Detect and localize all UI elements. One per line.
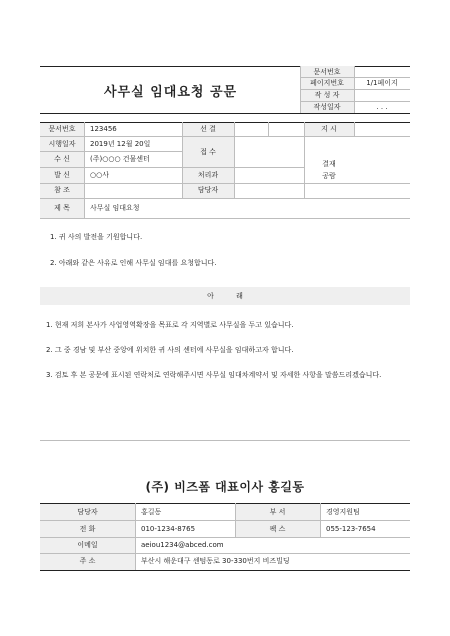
instruct-label: 지 시 (321, 125, 337, 133)
receipt-label: 접 수 (200, 148, 216, 156)
contact-bottom-rule (40, 570, 410, 571)
contact-email-label: 이메일 (77, 541, 98, 549)
ref-label: 참 조 (54, 186, 70, 194)
date-value: 2019년 12월 20일 (90, 140, 151, 148)
header-bottom-rule (40, 113, 410, 114)
contact-manager-label: 담당자 (77, 508, 98, 516)
from-label: 발 신 (54, 171, 70, 179)
section-rule (40, 440, 410, 441)
doc-no-value: 123456 (90, 125, 117, 133)
contact-manager-value: 홍길동 (141, 508, 162, 516)
meta-label-date: 작성일자 (313, 103, 341, 111)
notice-item-3: 3. 검토 후 본 공문에 표시된 연락처로 연락해주시면 사무실 임대차계약서 및 자세한 사항을 말씀드리겠습니다. (46, 371, 382, 379)
contact-row-rule (40, 520, 410, 521)
info-col-divider (354, 122, 355, 136)
contact-fax-value: 055-123-7654 (326, 525, 376, 533)
to-label: 수 신 (54, 155, 70, 163)
contact-row-rule (40, 537, 410, 538)
subject-label: 제 목 (54, 204, 70, 212)
notice-item-1: 1. 현재 저희 본사가 사업영역확장을 목표로 각 지역별로 사무실을 두고 있습니다. (46, 321, 294, 329)
meta-label-doc-no: 문서번호 (313, 68, 341, 76)
page-title: 사무실 임대요청 공문 (104, 85, 238, 100)
meta-label-page: 페이지번호 (310, 79, 344, 87)
review-label: 결재 공람 (322, 160, 336, 180)
info-row-rule (40, 151, 182, 152)
meta-page-value: 1/1페이지 (366, 79, 398, 87)
info-bottom-rule (40, 218, 410, 219)
info-row-rule (40, 198, 410, 199)
contact-col-divider (135, 503, 136, 570)
date-label: 시행일자 (48, 140, 76, 148)
contact-phone-label: 전 화 (79, 525, 96, 533)
contact-col-divider (320, 503, 321, 537)
meta-row-rule (300, 101, 410, 102)
doc-no-label: 문서번호 (48, 125, 76, 133)
info-col-divider (234, 122, 235, 198)
approve-label: 선 결 (200, 125, 216, 133)
subject-value: 사무실 임대요청 (90, 204, 140, 212)
info-row-rule (40, 136, 410, 137)
contact-address-value: 부산시 해운대구 센텀동로 30-330번지 비즈빌딩 (141, 557, 290, 565)
contact-top-rule (40, 503, 410, 504)
to-value: (주)○○○ 건물센터 (90, 155, 150, 163)
from-value: ○○사 (90, 171, 109, 179)
contact-dept-value: 경영지원팀 (326, 508, 360, 516)
meta-label-author: 작 성 자 (314, 91, 340, 99)
info-row-rule (40, 183, 410, 184)
contact-email-value[interactable]: aeiou1234@abced.com (141, 541, 224, 549)
process-label: 처리과 (197, 171, 219, 179)
notice-header: 아 래 (207, 292, 243, 300)
meta-date-value: . . . (376, 103, 388, 111)
signature: (주) 비즈폼 대표이사 홍길동 (145, 480, 305, 494)
intro-line-1: 1. 귀 사의 발전을 기원합니다. (50, 233, 143, 241)
contact-row-rule (40, 553, 410, 554)
contact-dept-label: 부 서 (269, 508, 286, 516)
contact-fax-label: 팩 스 (269, 525, 286, 533)
manager-label: 담당자 (197, 186, 219, 194)
info-row-rule (40, 167, 304, 168)
info-col-divider (84, 122, 85, 218)
contact-phone-value: 010-1234-8765 (141, 525, 196, 533)
contact-address-label: 주 소 (79, 557, 96, 565)
info-col-divider (268, 122, 269, 136)
meta-row-rule (300, 77, 410, 78)
meta-row-rule (300, 89, 410, 90)
notice-item-2: 2. 그 중 경남 및 부산 중앙에 위치한 귀 사의 센터에 사무실을 임대하고자 합니다. (46, 346, 294, 354)
intro-line-2: 2. 아래와 같은 사유로 인해 사무실 임대를 요청합니다. (50, 259, 217, 267)
